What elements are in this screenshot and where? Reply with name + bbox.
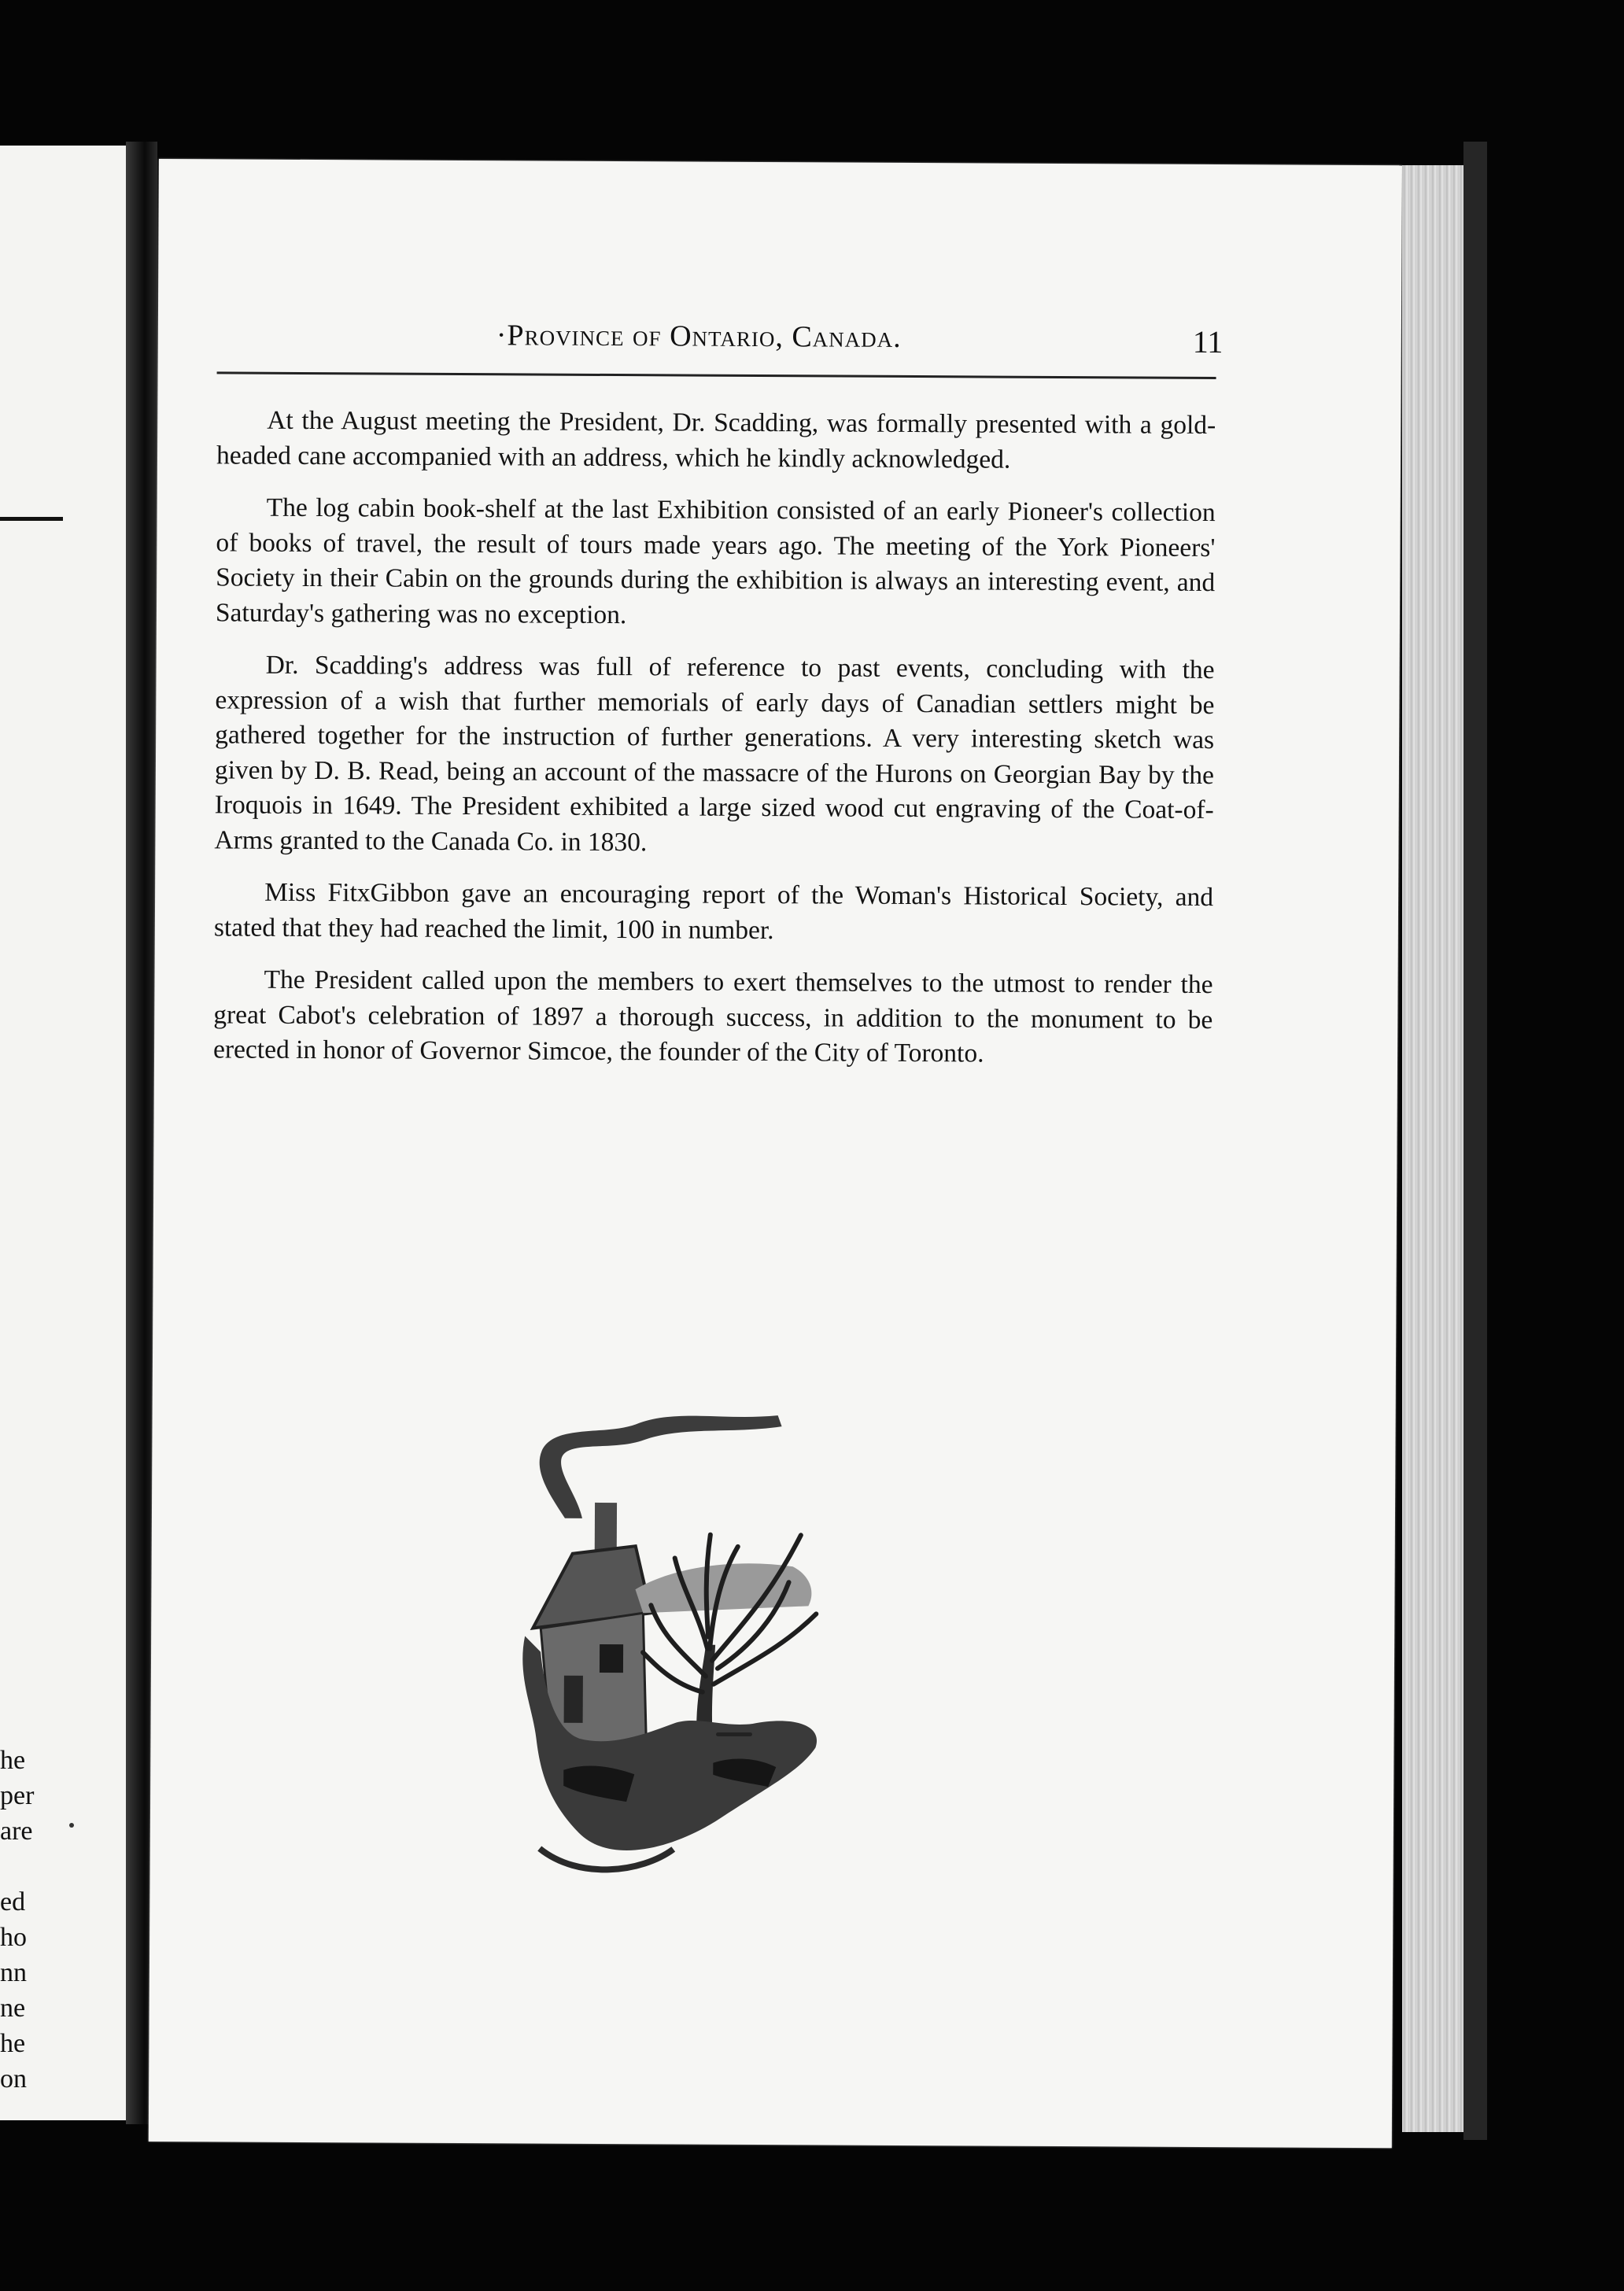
paragraph: Dr. Scadding's address was full of reference to past events, concluding with the expression of a wish that further memorials of early days of Canadian settlers might be gathered together for the instruction of further generations. A very interesting sketch was given by D. B. Read, being an account of the massacre of the Hurons on Georgian Bay by the Iroquois in 1649. The President exhibited a large sized wood cut engraving of the Coat-of-Arms granted to the Canada Co. in 1830. — [214, 650, 1215, 857]
paragraph: The President called upon the members to exert themselves to the utmost to render the great Cabot's celebration of 1897 a thorough success, in addition to the monument to be erected in honor of Governor Simcoe, the founder of the City of Toronto. — [212, 965, 1213, 1068]
page-number: 11 — [1192, 323, 1224, 360]
left-fragment: he — [0, 2029, 26, 2058]
left-fragment: are — [0, 1817, 33, 1846]
left-fragment: ho — [0, 1923, 27, 1952]
left-page-rule — [0, 517, 63, 521]
book-cover-edge — [1463, 142, 1487, 2140]
left-fragment: he — [0, 1746, 26, 1775]
page-body — [213, 403, 1216, 1090]
book-page — [149, 159, 1402, 2148]
paragraph: Miss FitxGibbon gave an encouraging report of the Woman's Historical Society, and stated that they had reached the limit, 100 in number. — [213, 877, 1214, 945]
ink-speck — [69, 1823, 74, 1828]
ink-dash — [716, 1732, 752, 1736]
header-rule — [217, 371, 1216, 379]
left-fragment: on — [0, 2064, 27, 2094]
left-facing-page — [0, 146, 126, 2120]
cabin-illustration — [516, 1376, 849, 1881]
left-fragment: nn — [0, 1958, 27, 1987]
paragraph: At the August meeting the President, Dr. Scadding, was formally presented with a gold-headed cane accompanied with an address, which he kindly acknowledged. — [216, 405, 1216, 474]
left-page-text-fragments — [0, 1743, 47, 2097]
left-fragment-gap — [0, 1849, 47, 1884]
left-fragment: ne — [0, 1994, 26, 2023]
page-header — [158, 316, 1401, 370]
left-fragment: ed — [0, 1887, 26, 1917]
left-fragment: per — [0, 1781, 35, 1810]
running-head: ·Province of Ontario, Canada. — [496, 319, 902, 354]
paragraph: The log cabin book-shelf at the last Exhibition consisted of an early Pioneer's collection of books of travel, the result of tours made years ago. The meeting of the York Pioneers' Society in their Cabin on the grounds during the exhibition is always an interesting event, and Saturday's gathering was no exception. — [215, 493, 1216, 629]
